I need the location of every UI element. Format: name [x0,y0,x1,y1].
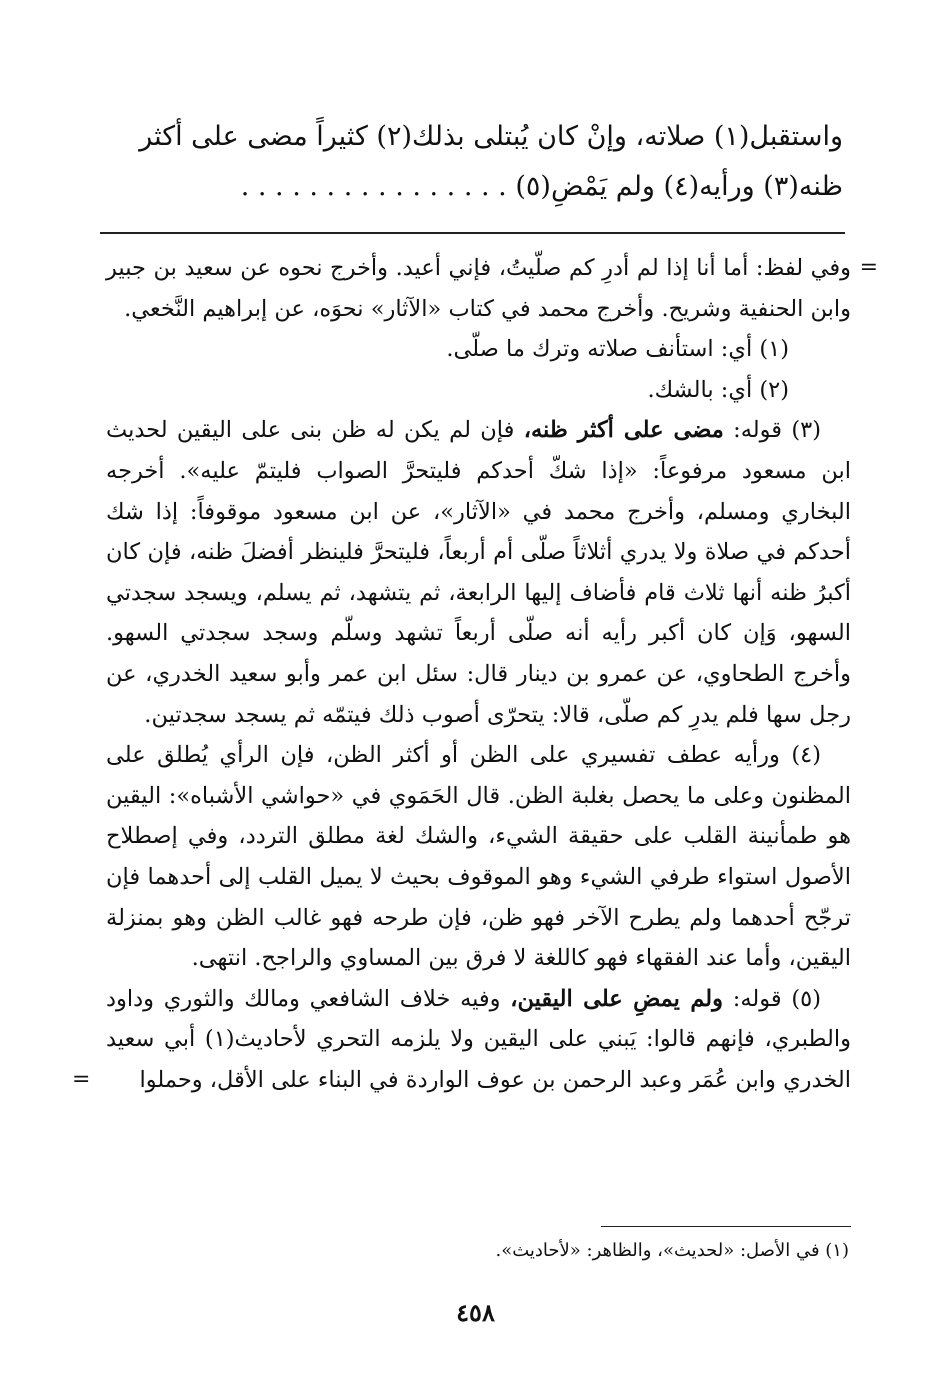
continuation-mark-end: = [72,1066,91,1092]
note-5-body: وفيه خلاف الشافعي ومالك والثوري وداود والطبري، فإنهم قالوا: يَبني على اليقين ولا يلزمه التحري لأحاديث(١) أبي سعيد الخدري وابن عُمَر وعبد الرحمن بن عوف الواردة في البناء على الأقل، وحملوا [106,985,851,1093]
commentary-continuation [106,248,878,329]
footnote: (١) في الأصل: «لحديث»، والظاهر: «لأحاديث». [495,1240,849,1261]
note-5 [72,979,851,1101]
main-text-line-1: واستقبل(١) صلاته، وإنْ كان يُبتلى بذلك(٢) كثيراً مضى على أكثر [139,121,843,152]
main-text [103,112,843,212]
note-1: (١) أي: استأنف صلاته وترك ما صلّى. [446,336,789,363]
main-text-line-2 [103,162,843,212]
separator-rule [100,232,845,234]
commentary-para-0: وفي لفظ: أما أنا إذا لم أدرِ كم صلّيتُ، فإني أعيد. وأخرج نحوه عن سعيد بن جبير وابن الحنفية وشريح. وأخرج محمد في كتاب «الآثار» نحوَه، عن إبراهيم النَّخعي. [106,255,851,322]
note-5-heading: ولم يمضِ على اليقين، [510,985,724,1012]
note-3 [106,410,851,735]
page-number: ٤٥٨ [456,1298,495,1327]
continuation-mark: = [859,255,878,280]
commentary [72,248,878,1100]
note-5-number: (٥) قوله: [723,985,821,1012]
main-text-line-2-words: ظنه(٣) ورأيه(٤) ولم يَمْضِ(٥) [515,171,843,202]
note-4: (٤) ورأيه عطف تفسيري على الظن أو أكثر الظن، فإن الرأي يُطلق على المظنون وعلى ما يحصل بغلبة الظن. قال الحَمَوي في «حواشي الأشباه»: اليقين هو طمأنينة القلب على حقيقة الشيء، والشك لغة مطلق التردد، وفي إصطلاح الأصول استواء طرفي الشيء وهو الموقوف بحيث لا يميل القلب إلى أحدهما فإن ترجّح أحدهما ولم يطرح الآخر فهو ظن، فإن طرحه فهو غالب الظن وهو بمنزلة اليقين، وأما عند الفقهاء فهو كاللغة لا فرق بين المساوي والراجح. انتهى. [106,742,851,972]
note-3-body: فإن لم يكن له ظن بنى على اليقين لحديث ابن مسعود مرفوعاً: «إذا شكّ أحدكم فليتحرَّ الصواب فليتمّ عليه». أخرجه البخاري ومسلم، وأخرج محمد في «الآثار»، عن ابن مسعود موقوفاً: إذا شك أحدكم في صلاة ولا يدري أثلاثاً صلّى أم أربعاً، فليتحرَّ فلينظر أفضلَ ظنه، فإن كان أكبرُ ظنه أنها ثلاث قام فأضاف إليها الرابعة، ثم يتشهد، ثم يسلم، ويسجد سجدتي السهو، وَإن كان أكبر رأيه أنه صلّى أربعاً تشهد وسلّم وسجد سجدتي السهو. وأخرج الطحاوي، عن عمرو بن دينار قال: سئل ابن عمر وأبو سعيد الخدري، عن رجل سها فلم يدرِ كم صلّى، قالا: يتحرّى أصوب ذلك فيتمّه ثم يسجد سجدتين. [106,417,851,728]
note-2: (٢) أي: بالشك. [647,376,789,403]
ellipsis-dots: . . . . . . . . . . . . . . . . [240,171,507,202]
note-3-number: (٣) قوله: [723,417,821,444]
footnote-rule [601,1226,851,1227]
note-3-heading: مضى على أكثر ظنه، [523,417,724,444]
